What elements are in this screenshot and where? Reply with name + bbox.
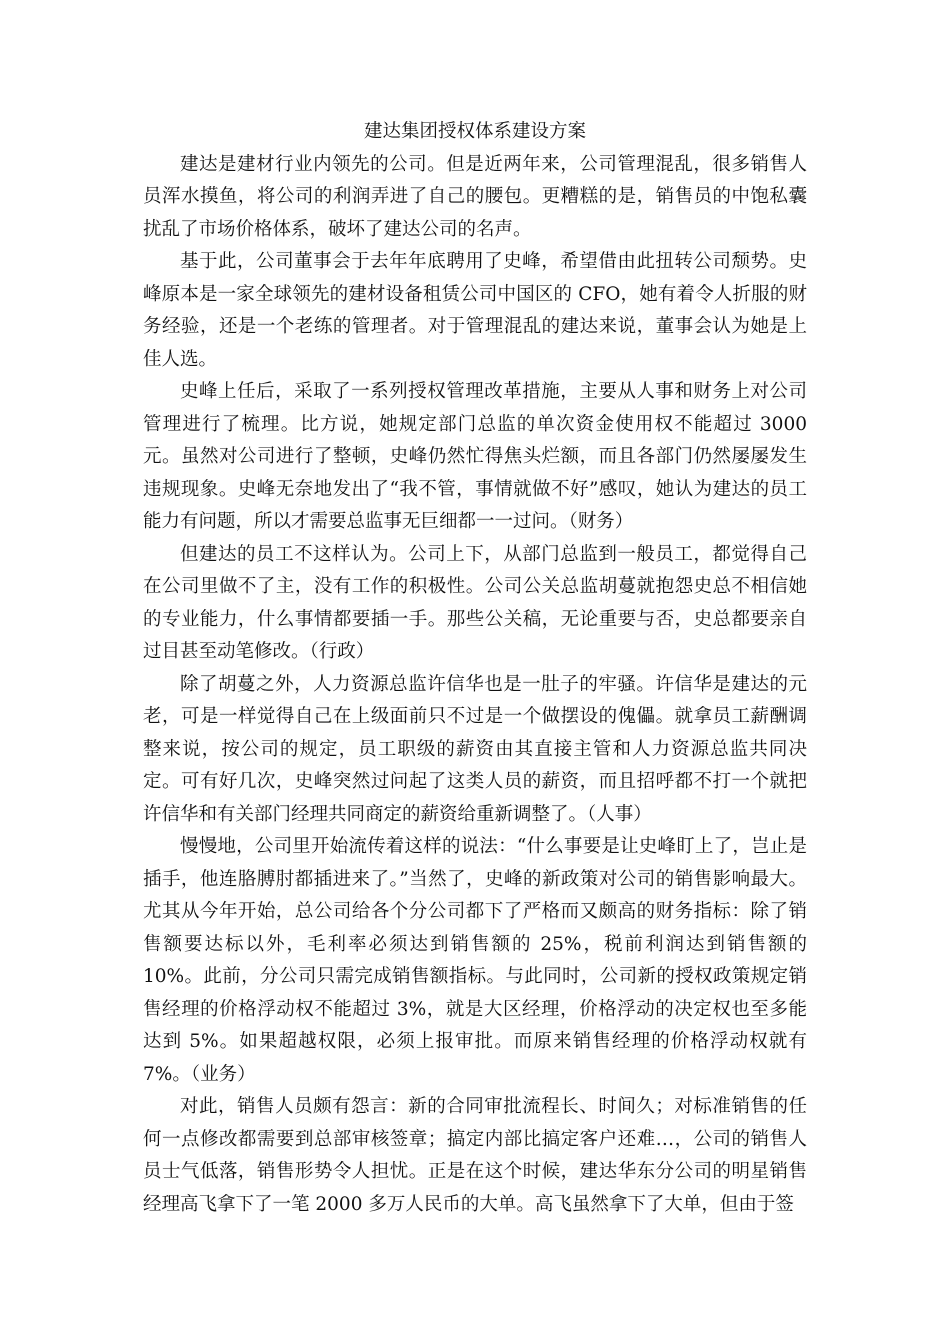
document-page [143,116,807,1221]
paragraph-finance-reform: 史峰上任后，采取了一系列授权管理改革措施，主要从人事和财务上对公司管理进行了梳理。比方说，她规定部门总监的单次资金使用权不能超过 3000 元。虽然对公司进行了整顿，史峰仍然忙得焦头烂额，而且各部门仍然屡屡发生违规现象。史峰无奈地发出了“我不管，事情就做不好”感叹，她认为建达的员工能力有问题，所以才需要总监事无巨细都一一过问。（财务） [143,381,807,532]
paragraph-intro: 建达是建材行业内领先的公司。但是近两年来，公司管理混乱，很多销售人员浑水摸鱼，将公司的利润弄进了自己的腰包。更糟糕的是，销售员的中饱私囊扰乱了市场价格体系，破坏了建达公司的名声。 [143,153,807,240]
document-title: 建达集团授权体系建设方案 [363,121,586,142]
paragraph-sales-morale: 对此，销售人员颇有怨言：新的合同审批流程长、时间久；对标准销售的任何一点修改都需要到总部审核签章；搞定内部比搞定客户还难…，公司的销售人员士气低落，销售形势令人担忧。正是在这个时候，建达华东分公司的明星销售经理高飞拿下了一笔 2000 多万人民币的大单。高飞虽然拿下了大单，但由于签 [143,1096,807,1215]
paragraph-board-hires-shi-feng: 基于此，公司董事会于去年年底聘用了史峰，希望借由此扭转公司颓势。史峰原本是一家全球领先的建材设备租赁公司中国区的 CFO，她有着令人折服的财务经验，还是一个老练的管理者。对于管理混乱的建达来说，董事会认为她是上佳人选。 [143,251,807,370]
paragraph-admin-complaints: 但建达的员工不这样认为。公司上下，从部门总监到一般员工，都觉得自己在公司里做不了主，没有工作的积极性。公司公关总监胡蔓就抱怨史总不相信她的专业能力，什么事情都要插一手。那些公关稿，无论重要与否，史总都要亲自过目甚至动笔修改。（行政） [143,543,807,662]
paragraph-sales-impact: 慢慢地，公司里开始流传着这样的说法：“什么事要是让史峰盯上了，岂止是插手，他连胳膊肘都插进来了。”当然了，史峰的新政策对公司的销售影响最大。尤其从今年开始，总公司给各个分公司都下了严格而又颇高的财务指标：除了销售额要达标以外，毛利率必须达到销售额的 25%，税前利润达到销售额的 10%。此前，分公司只需完成销售额指标。与此同时，公司新的授权政策规定销售经理的价格浮动权不能超过 3%，就是大区经理，价格浮动的决定权也至多能达到 5%。如果超越权限，必须上报审批。而原来销售经理的价格浮动权就有 7%。（业务） [143,836,807,1085]
paragraph-hr-complaints: 除了胡蔓之外，人力资源总监许信华也是一肚子的牢骚。许信华是建达的元老，可是一样觉得自己在上级面前只不过是一个做摆设的傀儡。就拿员工薪酬调整来说，按公司的规定，员工职级的薪资由其直接主管和人力资源总监共同决定。可有好几次，史峰突然过问起了这类人员的薪资，而且招呼都不打一个就把许信华和有关部门经理共同商定的薪资给重新调整了。（人事） [143,673,807,825]
